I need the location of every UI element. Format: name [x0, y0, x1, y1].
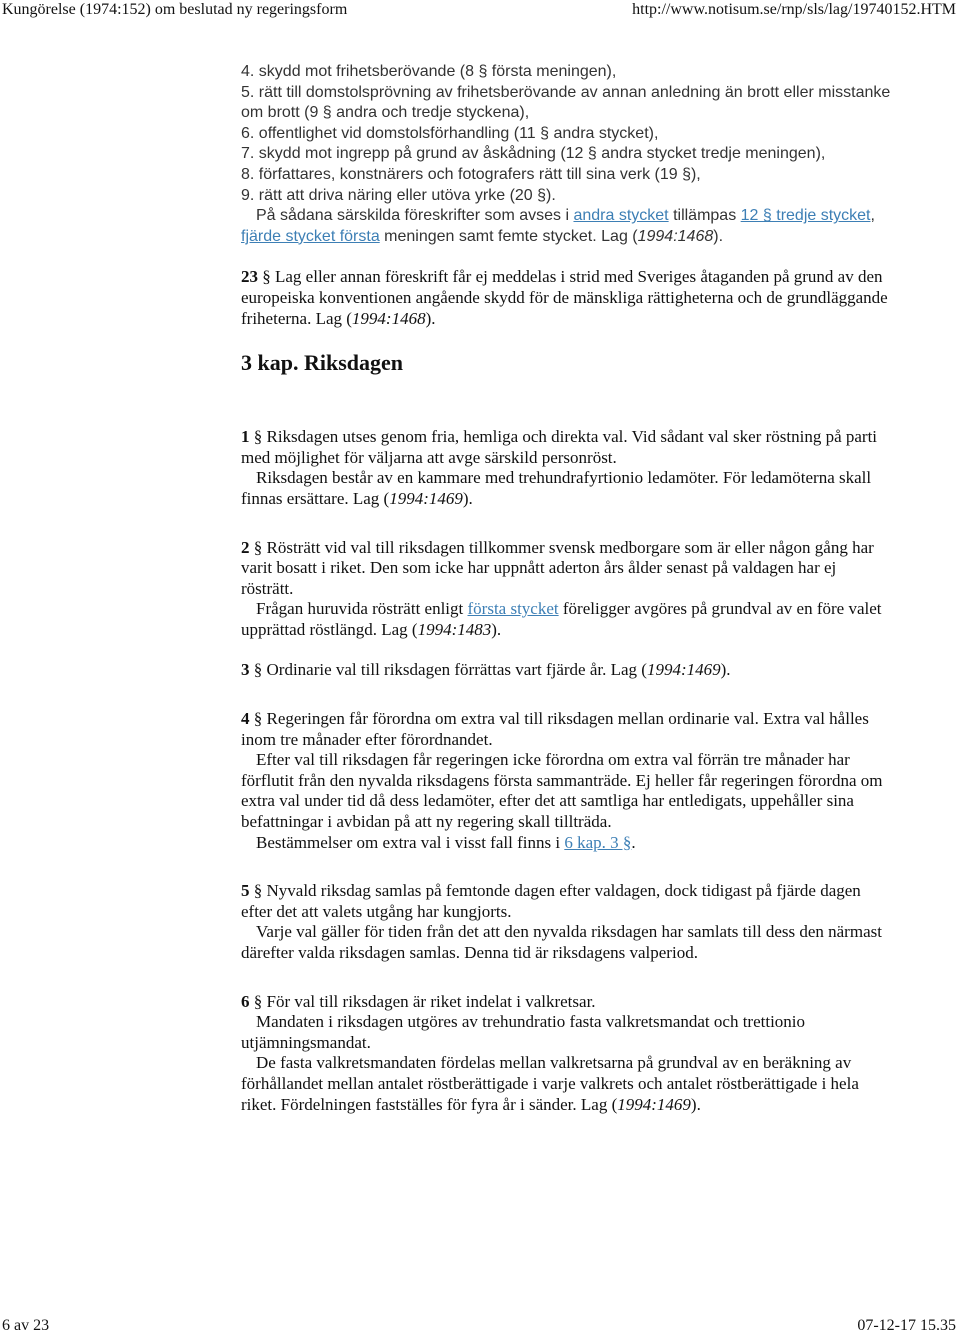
section-text: § För val till riksdagen är riket indelat i valkretsar. — [249, 991, 596, 1011]
section-number: 2 — [241, 537, 250, 557]
section-23 — [241, 267, 891, 329]
section-number: 4 — [241, 709, 250, 729]
text-span: ). — [713, 227, 724, 245]
text-span: ). — [491, 619, 502, 639]
paragraph — [241, 206, 891, 247]
section-text: Efter val till riksdagen får regeringen icke förordna om extra val förrän tre månader har förflutit från den nyvalda riksdagens första sammanträde. Ej heller får regeringen förordna om extra val under tid då dess ledamöter, efter det att samtliga har entledigats, uppehåller sina befattningar i avbidan på att ny regering skall tillträda. — [241, 750, 883, 832]
section-1 — [241, 427, 891, 509]
law-reference: 1994:1483 — [417, 619, 492, 639]
section-text: Bestämmelser om extra val i visst fall finns i — [256, 832, 565, 852]
list-item: 6. offentlighet vid domstolsförhandling (11 § andra stycket), — [241, 124, 659, 142]
text-span: ). — [425, 308, 436, 328]
section-6 — [241, 992, 891, 1116]
print-footer — [0, 1316, 960, 1338]
section-number: 6 — [241, 991, 250, 1011]
section-text: Frågan huruvida rösträtt enligt — [256, 599, 468, 619]
print-header — [0, 0, 960, 24]
text-span: . — [631, 832, 636, 852]
section-5 — [241, 881, 891, 963]
section-number: 23 — [241, 267, 258, 287]
text-span: ). — [720, 660, 731, 680]
section-number: 3 — [241, 660, 250, 680]
link-fjarde-stycket[interactable]: fjärde stycket första — [241, 227, 380, 245]
section-text: § Rösträtt vid val till riksdagen tillkommer svensk medborgare som är eller någon gång har varit bosatt i riket. Den som icke har uppnått aderton års ålder senast på valdagen har ej rösträtt. — [241, 537, 874, 598]
list-item: 4. skydd mot frihetsberövande (8 § första meningen), — [241, 63, 617, 80]
rights-list — [241, 62, 891, 206]
text-span: tillämpas — [668, 207, 741, 225]
text-span: ). — [690, 1094, 701, 1114]
section-text: Mandaten i riksdagen utgöres av trehundratio fasta valkretsmandat och trettionio utjämningsmandat. — [241, 1012, 806, 1052]
law-reference: 1994:1468 — [351, 308, 426, 328]
section-number: 5 — [241, 881, 250, 901]
text-span: På sådana särskilda föreskrifter som avses i — [256, 207, 574, 225]
text-span: , — [870, 207, 875, 225]
list-item: 9. rätt att driva näring eller utöva yrke (20 §). — [241, 186, 556, 204]
section-text: De fasta valkretsmandaten fördelas mellan valkretsarna på grundval av en beräkning av förhållandet mellan antalet röstberättigade i varje valkrets och antalet röstberättigade i hela riket. Fördelningen fastställes för fyra år i sänder. Lag ( — [241, 1053, 859, 1114]
section-2 — [241, 538, 891, 641]
page-url: http://www.notisum.se/rnp/sls/lag/19740152.HTM — [632, 1, 956, 18]
link-forsta-stycket[interactable]: första stycket — [467, 599, 559, 619]
law-reference: 1994:1468 — [637, 227, 714, 245]
law-text — [241, 62, 891, 1135]
section-text: § Ordinarie val till riksdagen förrättas vart fjärde år. Lag ( — [249, 660, 647, 680]
text-span: ). — [462, 488, 473, 508]
section-text: Varje val gäller för tiden från det att den nyvalda riksdagen har samlats till dess den närmast därefter valda riksdagen samlas. Denna tid är riksdagens valperiod. — [241, 922, 882, 962]
section-text: § Nyvald riksdag samlas på femtonde dagen efter valdagen, dock tidigast på fjärde dagen efter det att valets utgång har kungjorts. — [241, 881, 861, 921]
law-reference: 1994:1469 — [389, 488, 463, 508]
section-number: 1 — [241, 427, 250, 447]
list-item: 5. rätt till domstolsprövning av frihetsberövande av annan anledning än brott eller misstanke om brott (9 § andra och tredje styckena), — [241, 83, 891, 122]
list-item: 8. författares, konstnärers och fotografers rätt till sina verk (19 §), — [241, 165, 701, 183]
print-datetime: 07-12-17 15.35 — [857, 1317, 956, 1334]
text-span: meningen samt femte stycket. Lag ( — [379, 227, 638, 245]
document-title: Kungörelse (1974:152) om beslutad ny regeringsform — [2, 1, 348, 18]
page-counter: 6 av 23 — [2, 1317, 50, 1334]
chapter-heading: 3 kap. Riksdagen — [241, 350, 404, 376]
law-reference: 1994:1469 — [646, 660, 721, 680]
list-item: 7. skydd mot ingrepp på grund av åskådning (12 § andra stycket tredje meningen), — [241, 145, 826, 163]
link-12-tredje-stycket[interactable]: 12 § tredje stycket — [740, 207, 871, 225]
section-text: § Lag eller annan föreskrift får ej meddelas i strid med Sveriges åtaganden på grund av den europeiska konventionen angående skydd för de mänskliga rättigheterna och de grundläggande friheterna. Lag ( — [241, 267, 888, 328]
section-4 — [241, 709, 891, 853]
law-reference: 1994:1469 — [617, 1094, 691, 1114]
section-text: Riksdagen består av en kammare med trehundrafyrtionio ledamöter. För ledamöterna skall finnas ersättare. Lag ( — [241, 468, 872, 508]
section-3 — [241, 660, 891, 681]
section-text: § Regeringen får förordna om extra val till riksdagen mellan ordinarie val. Extra val hålles inom tre månader efter förordnandet. — [241, 709, 869, 749]
section-text: föreligger avgöres på grundval av en före valet upprättad röstlängd. Lag ( — [241, 599, 882, 639]
section-text: § Riksdagen utses genom fria, hemliga och direkta val. Vid sådant val sker röstning på parti med möjlighet för väljarna att avge särskild personröst. — [241, 427, 878, 467]
link-andra-stycket[interactable]: andra stycket — [573, 207, 669, 225]
link-6-kap-3[interactable]: 6 kap. 3 § — [564, 832, 632, 852]
